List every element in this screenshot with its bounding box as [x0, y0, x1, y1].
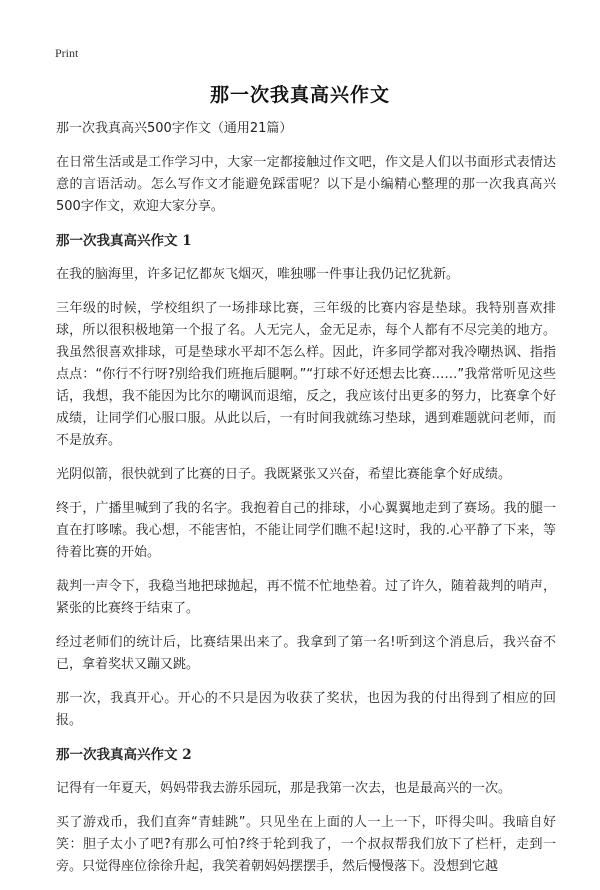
intro-paragraph: 在日常生活或是工作学习中，大家一定都接触过作文吧，作文是人们以书面形式表情达意的言语活动。怎么写作文才能避免踩雷呢？以下是小编精心整理的那一次我真高兴500字作文，欢迎大家分享。	[56, 155, 556, 214]
essay-2-paragraph: 记得有一年夏天，妈妈带我去游乐园玩，那是我第一次去，也是最高兴的一次。	[56, 781, 512, 796]
essay-1-heading: 那一次我真高兴作文 1	[56, 233, 192, 249]
page-title: 那一次我真高兴作文	[209, 84, 390, 106]
essay-1-paragraph: 裁判一声令下，我稳当地把球抛起，再不慌不忙地垫着。过了许久，随着裁判的哨声，紧张的比赛终于结束了。	[56, 579, 556, 616]
print-link[interactable]: Print	[55, 46, 79, 60]
essay-1-paragraph: 三年级的时候，学校组织了一场排球比赛，三年级的比赛内容是垫球。我特别喜欢排球，所以很积极地第一个报了名。人无完人，金无足赤，每个人都有不尽完美的地方。我虽然很喜欢排球，可是垫球水平却不怎么样。因此，许多同学都对我冷嘲热讽、指指点点：“你行不行呀?别给我们班拖后腿啊。”“打球不好还想去比赛……”我常常听见这些话，我想，我不能因为比尔的嘲讽而退缩，反之，我应该付出更多的努力，比赛拿个好成绩，让同学们心服口服。从此以后，一有时间我就练习垫球，遇到难题就问老师，而不是放弃。	[56, 301, 556, 448]
essay-2-paragraph: 买了游戏币，我们直奔“青蛙跳”。只见坐在上面的人一上一下，吓得尖叫。我暗自好笑：胆子太小了吧?有那么可怕?终于轮到我了，一个叔叔帮我们放下了栏杆，走到一旁。只觉得座位徐徐升起，我笑着朝妈妈摆摆手，然后慢慢落下。没想到它越	[56, 815, 556, 874]
essay-1-paragraph: 那一次，我真开心。开心的不只是因为收获了奖状，也因为我的付出得到了相应的回报。	[56, 691, 556, 728]
essay-1-paragraph: 在我的脑海里，许多记忆都灰飞烟灭，唯独哪一件事让我仍记忆犹新。	[56, 267, 460, 282]
article-subtitle: 那一次我真高兴500字作文（通用21篇）	[56, 121, 293, 136]
essay-1-paragraph: 终于，广播里喊到了我的名字。我抱着自己的排球，小心翼翼地走到了赛场。我的腿一直在打哆嗦。我心想，不能害怕，不能让同学们瞧不起!这时，我的.心平静了下来，等待着比赛的开始。	[56, 501, 556, 560]
essay-1-paragraph: 经过老师们的统计后，比赛结果出来了。我拿到了第一名!听到这个消息后，我兴奋不已，拿着奖状又蹦又跳。	[56, 635, 556, 672]
essay-1-paragraph: 光阴似箭，很快就到了比赛的日子。我既紧张又兴奋，希望比赛能拿个好成绩。	[56, 467, 512, 482]
article-body	[56, 118, 556, 890]
essay-2-heading: 那一次我真高兴作文 2	[56, 747, 192, 763]
